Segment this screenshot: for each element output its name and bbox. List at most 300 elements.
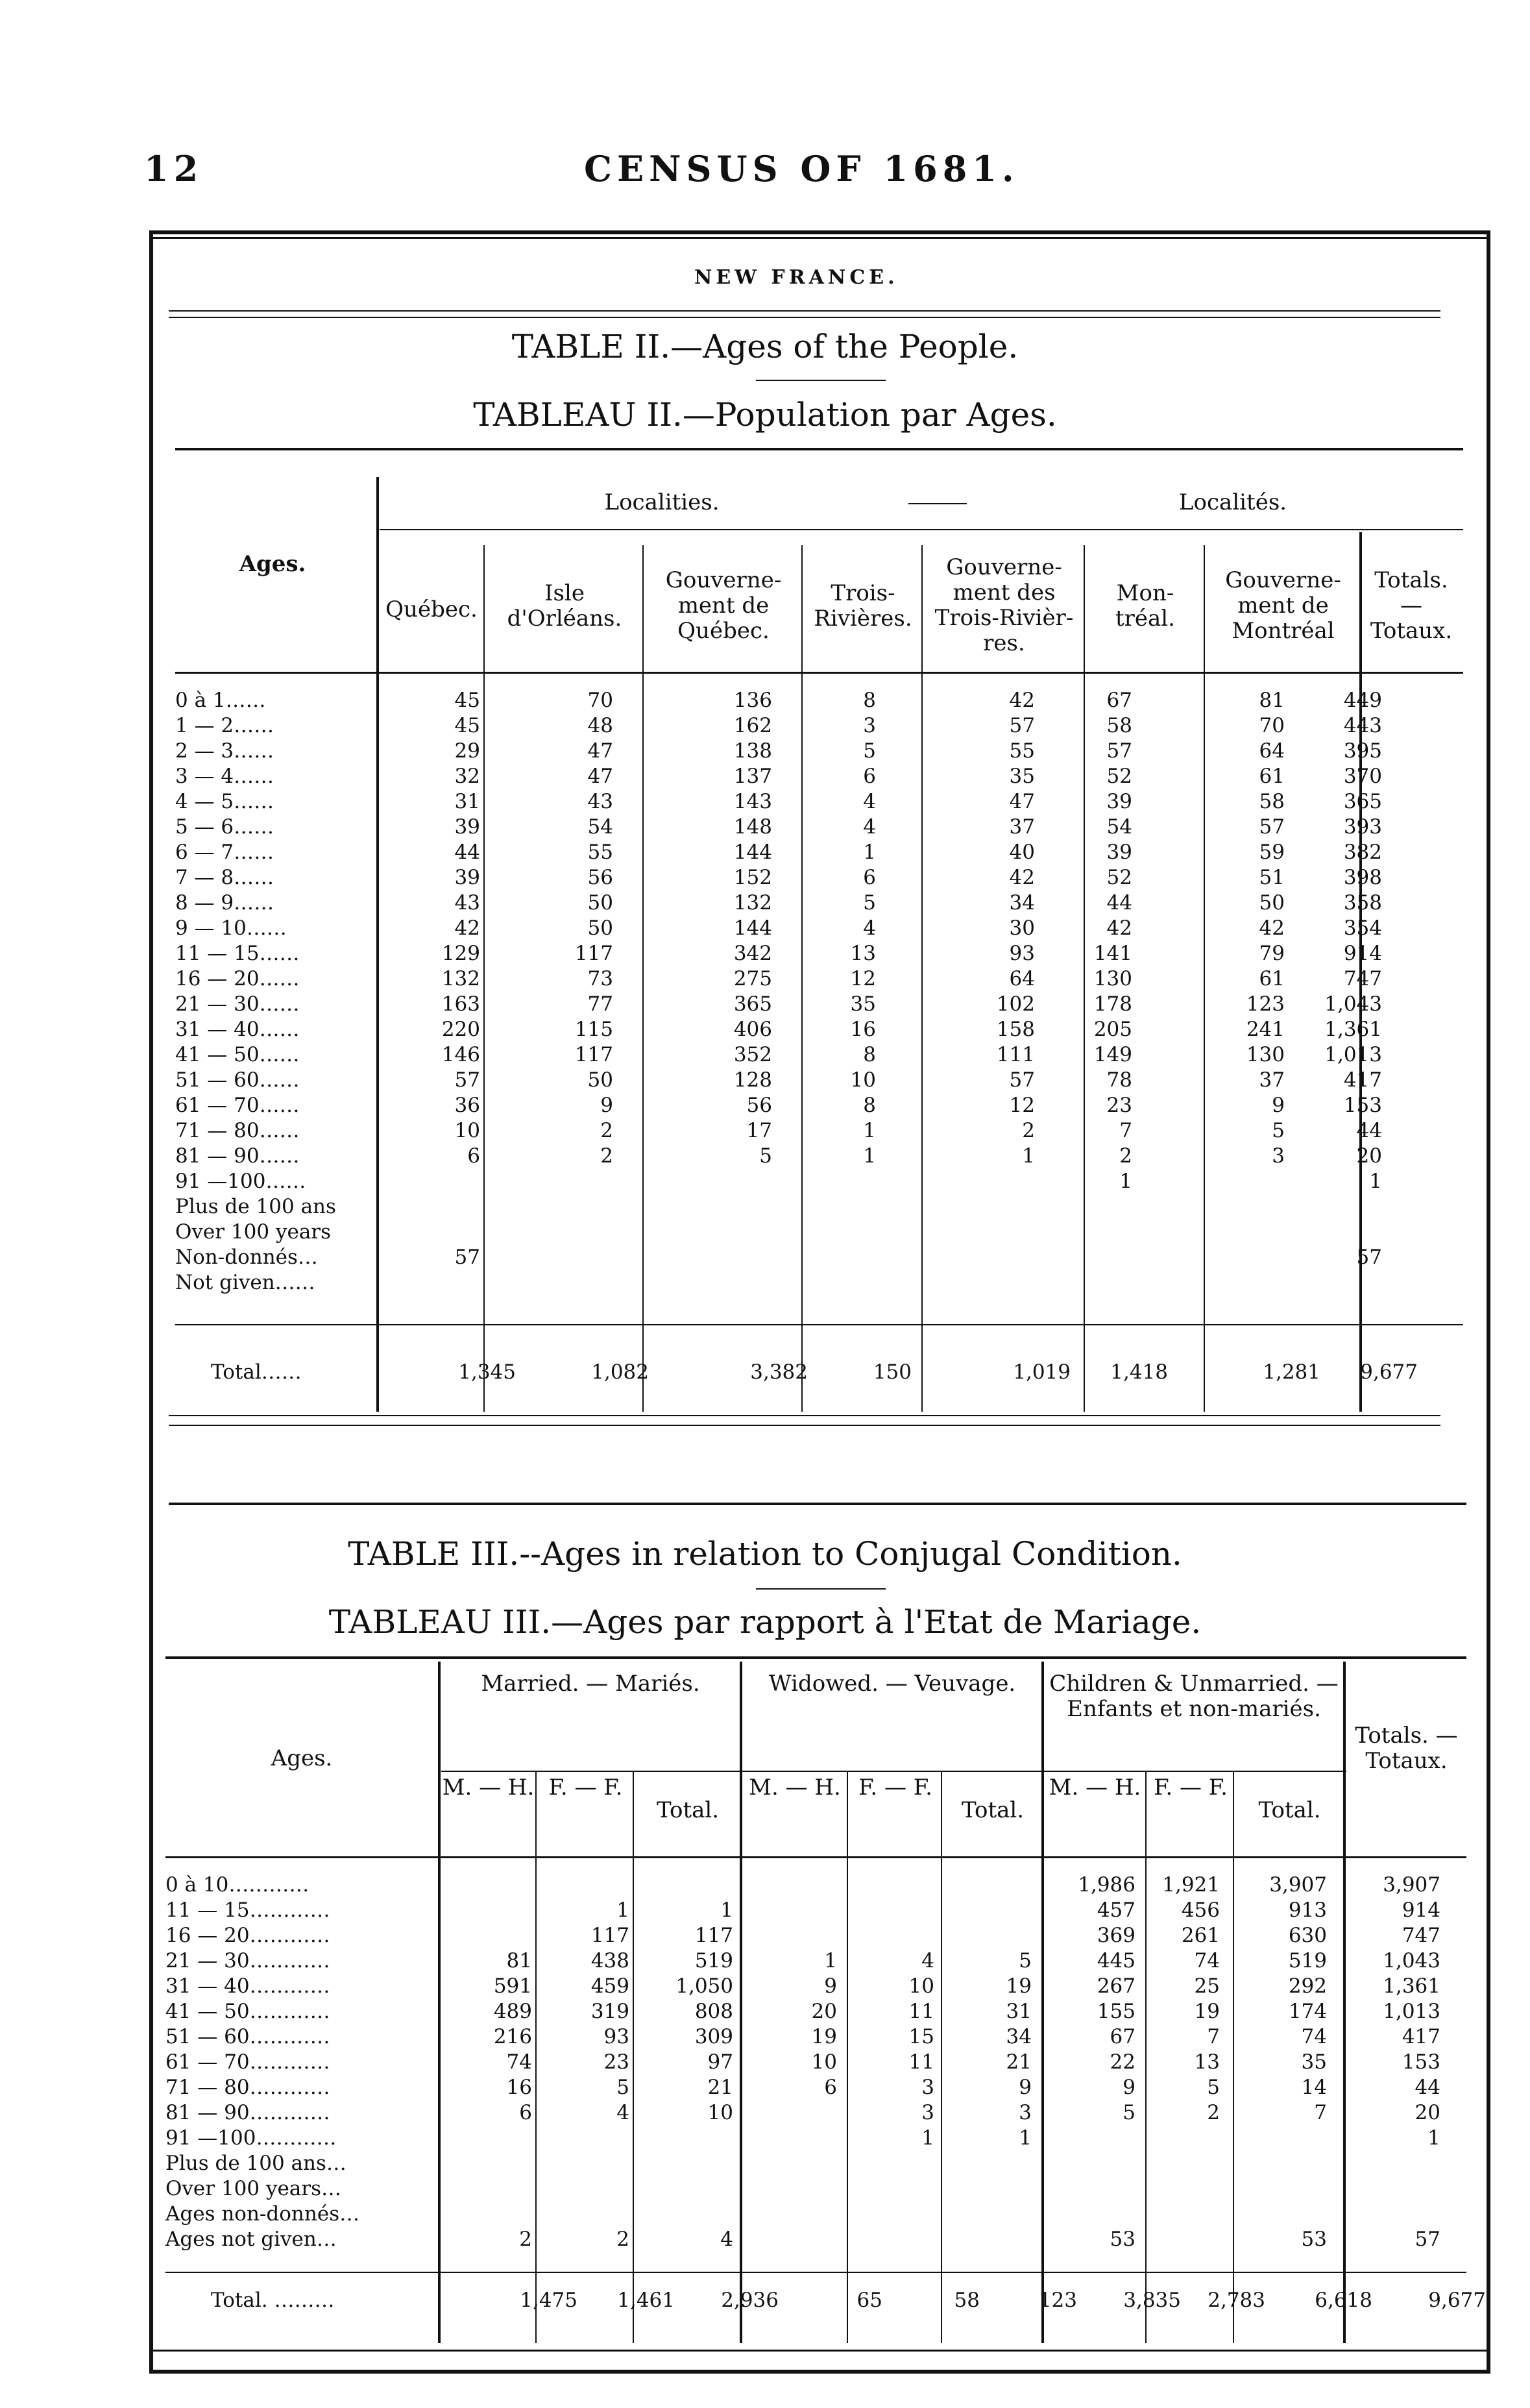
table-cell: 216	[493, 2025, 532, 2048]
table-cell: 4	[616, 2101, 629, 2124]
table-cell: 55	[1009, 739, 1035, 763]
table3-title-fr: TABLEAU III.—Ages par rapport à l'Etat de Mariage.	[328, 1603, 1202, 1641]
table-cell: 57	[1356, 1246, 1382, 1269]
table-cell: 10	[811, 2050, 837, 2074]
table-cell: 58	[1259, 790, 1285, 813]
table-cell: 4	[863, 815, 876, 839]
table-cell: 42	[1259, 916, 1285, 940]
table-cell: 149	[1093, 1043, 1132, 1066]
table-cell	[376, 1220, 480, 1245]
table-cell: 1	[863, 1144, 876, 1168]
table2-total-row	[175, 1360, 1418, 1385]
total-cell: 123	[1038, 2289, 1077, 2312]
table-cell: 42	[1009, 866, 1035, 889]
table-cell: 42	[1106, 916, 1132, 940]
table-cell: 2	[600, 1119, 613, 1142]
table-cell: 11	[908, 2000, 934, 2023]
table-cell: 8	[863, 689, 876, 712]
table-row	[175, 789, 1382, 815]
table-cell: 74	[1301, 2025, 1327, 2048]
section-title: NEW FRANCE.	[694, 266, 899, 289]
table-cell	[438, 2176, 532, 2202]
table-row	[165, 1948, 1440, 1974]
table-cell: 57	[1415, 2228, 1440, 2251]
table-cell: 406	[733, 1018, 772, 1041]
table-cell: 39	[454, 866, 480, 889]
age-label: 5 — 6……	[175, 815, 274, 839]
table-cell: 6	[467, 1144, 480, 1168]
table-cell: 128	[733, 1068, 772, 1092]
married-f: F. — F.	[548, 1775, 623, 1800]
table-row	[165, 1999, 1440, 2024]
table-cell: 23	[603, 2050, 629, 2074]
age-label: 51 — 60…………	[165, 2025, 330, 2048]
table-cell: 1	[1119, 1170, 1132, 1193]
table-cell: 70	[1259, 714, 1285, 737]
table-row	[175, 865, 1382, 891]
table-row	[175, 764, 1382, 789]
table-cell: 22	[1110, 2050, 1135, 2074]
table-cell: 54	[1106, 815, 1132, 839]
table-row	[165, 2126, 1440, 2151]
table-cell: 52	[1106, 765, 1132, 788]
table-cell: 12	[850, 967, 876, 990]
age-label: 0 à 10…………	[165, 1873, 310, 1897]
rule	[380, 529, 1463, 530]
group-married: Married. — Mariés.	[481, 1671, 700, 1697]
table-cell: 5	[1272, 1119, 1285, 1142]
table-cell	[1132, 1220, 1285, 1245]
table-cell: 1,921	[1162, 1873, 1220, 1897]
table-cell: 4	[863, 790, 876, 813]
table-cell	[613, 1270, 772, 1296]
age-label: 7 — 8……	[175, 866, 274, 889]
table-cell: 158	[996, 1018, 1035, 1041]
table-cell: 6	[863, 866, 876, 889]
table-cell: 457	[1097, 1898, 1135, 1922]
table-cell: 56	[587, 866, 613, 889]
table-cell	[837, 2176, 934, 2202]
table-cell: 117	[574, 1043, 613, 1066]
table-cell: 2	[1207, 2101, 1220, 2124]
table-cell: 3	[1272, 1144, 1285, 1168]
table-cell: 57	[1106, 739, 1132, 763]
table-cell: 3,907	[1383, 1873, 1440, 1897]
table-cell	[772, 1220, 876, 1245]
table-cell: 398	[1343, 866, 1382, 889]
table-cell: 143	[733, 790, 772, 813]
table-cell: 914	[1343, 942, 1382, 965]
table-row	[165, 1873, 1440, 1898]
table-cell: 9	[824, 1974, 837, 1998]
table-cell: 117	[590, 1924, 629, 1947]
table-cell: 178	[1093, 992, 1132, 1016]
age-label: 61 — 70…………	[165, 2050, 330, 2074]
table-cell: 39	[454, 815, 480, 839]
running-title: CENSUS OF 1681.	[584, 148, 1019, 190]
table-cell	[733, 1898, 837, 1923]
col-gouv-trois-rivieres: Gouverne- ment des Trois-Rivièr- res.	[934, 554, 1074, 657]
table-cell: 47	[1009, 790, 1035, 813]
table-cell	[532, 1873, 629, 1898]
table-cell: 37	[1259, 1068, 1285, 1092]
table-cell: 130	[1246, 1043, 1285, 1066]
table-cell: 449	[1343, 689, 1382, 712]
table-cell: 52	[1106, 866, 1132, 889]
age-label: Over 100 years	[175, 1220, 332, 1244]
table-row	[175, 1068, 1382, 1093]
age-label: Ages non-donnés…	[165, 2202, 360, 2226]
table-cell: 20	[1356, 1144, 1382, 1168]
table-cell	[438, 2151, 532, 2176]
table-cell: 519	[694, 1949, 733, 1972]
table-row	[175, 1093, 1382, 1118]
table2-body	[175, 688, 1382, 1296]
age-label: 51 — 60……	[175, 1068, 300, 1092]
table-cell	[1032, 2151, 1135, 2176]
age-label: 8 — 9……	[175, 891, 274, 915]
table-cell	[613, 1220, 772, 1245]
age-label: 41 — 50…………	[165, 2000, 330, 2023]
table-cell: 16	[850, 1018, 876, 1041]
table-cell: 67	[1110, 2025, 1135, 2048]
rule	[175, 1324, 1463, 1325]
table-cell: 57	[1259, 815, 1285, 839]
total-cell: 9,677	[1428, 2289, 1486, 2312]
age-label: 91 —100…………	[165, 2126, 337, 2150]
table-cell: 1	[1427, 2126, 1440, 2150]
table-cell	[934, 2202, 1032, 2227]
table-cell	[733, 2126, 837, 2151]
table-cell: 9	[1123, 2076, 1135, 2099]
table-cell: 914	[1402, 1898, 1440, 1922]
table-cell: 3	[1019, 2101, 1032, 2124]
table-cell: 16	[506, 2076, 532, 2099]
table-cell: 1,986	[1078, 1873, 1135, 1897]
table-cell	[772, 1169, 876, 1194]
total-cell: 58	[954, 2289, 980, 2312]
total-cell: 1,082	[591, 1360, 649, 1384]
age-label: 1 — 2……	[175, 714, 274, 737]
table-cell: 1,361	[1324, 1018, 1382, 1041]
table-cell: 78	[1106, 1068, 1132, 1092]
table-cell	[1285, 1270, 1382, 1296]
table-cell	[837, 2202, 934, 2227]
table-cell: 267	[1097, 1974, 1135, 1998]
table-cell	[837, 1898, 934, 1923]
table-cell: 358	[1343, 891, 1382, 915]
table-cell	[1220, 2126, 1327, 2151]
age-label: 2 — 3……	[175, 739, 274, 763]
table-cell: 45	[454, 689, 480, 712]
table2-ages-header: Ages.	[239, 551, 306, 577]
table-cell	[1220, 2202, 1327, 2227]
table-cell: 61	[1259, 765, 1285, 788]
table-cell: 50	[587, 916, 613, 940]
table-cell: 9	[1019, 2076, 1032, 2099]
frame-inner-rule	[149, 237, 1490, 239]
table-cell: 136	[733, 689, 772, 712]
table-cell: 14	[1301, 2076, 1327, 2099]
table-cell: 132	[441, 967, 480, 990]
table-cell: 50	[1259, 891, 1285, 915]
table-cell: 13	[850, 942, 876, 965]
age-label: Plus de 100 ans…	[165, 2152, 346, 2175]
age-label: Plus de 100 ans	[175, 1195, 336, 1218]
table-cell	[837, 2151, 934, 2176]
table-cell: 747	[1343, 967, 1382, 990]
table-cell: 47	[587, 739, 613, 763]
table-cell: 55	[587, 841, 613, 864]
age-label: 31 — 40……	[175, 1018, 300, 1041]
total-cell: 1,281	[1263, 1360, 1320, 1384]
age-label: 21 — 30…………	[165, 1949, 330, 1972]
table-cell: 144	[733, 916, 772, 940]
table-cell	[837, 1873, 934, 1898]
table-cell	[1035, 1220, 1132, 1245]
rule	[908, 503, 967, 504]
table-cell: 111	[996, 1043, 1035, 1066]
group-widowed: Widowed. — Veuvage.	[768, 1671, 1016, 1697]
table-row	[175, 1220, 1382, 1245]
table-cell	[480, 1245, 613, 1270]
table-cell: 74	[1194, 1949, 1220, 1972]
table-cell	[613, 1194, 772, 1220]
table-cell: 35	[1301, 2050, 1327, 2074]
total-cell: 65	[856, 2289, 882, 2312]
table-cell	[376, 1270, 480, 1296]
age-label: 21 — 30……	[175, 992, 300, 1016]
table3-total-row	[165, 2288, 1486, 2313]
table-cell: 1	[863, 841, 876, 864]
table-cell	[1032, 2176, 1135, 2202]
table-cell: 365	[1343, 790, 1382, 813]
table-cell	[438, 1898, 532, 1923]
table-cell	[438, 1873, 532, 1898]
table-cell	[733, 2151, 837, 2176]
table-cell: 4	[720, 2228, 733, 2251]
table-cell	[438, 2126, 532, 2151]
table-cell: 56	[746, 1094, 772, 1117]
age-label: 9 — 10……	[175, 916, 287, 940]
table-cell: 205	[1093, 1018, 1132, 1041]
age-label: 0 à 1……	[175, 689, 266, 712]
table-cell	[532, 2151, 629, 2176]
table-cell: 51	[1259, 866, 1285, 889]
table-row	[165, 2075, 1440, 2100]
table-cell	[1035, 1245, 1132, 1270]
table-cell: 13	[1194, 2050, 1220, 2074]
table-cell: 50	[587, 1068, 613, 1092]
table-cell: 40	[1009, 841, 1035, 864]
table2-localities-fr: Localités.	[1178, 489, 1287, 515]
table-cell: 370	[1343, 765, 1382, 788]
age-label: Not given……	[175, 1271, 315, 1294]
table-cell: 34	[1006, 2025, 1032, 2048]
table-row	[165, 1923, 1440, 1948]
total-cell: 1,475	[520, 2289, 577, 2312]
table-cell: 53	[1110, 2228, 1135, 2251]
table-cell: 174	[1288, 2000, 1327, 2023]
table-cell: 123	[1246, 992, 1285, 1016]
table-cell: 1,013	[1383, 2000, 1440, 2023]
table-cell	[1132, 1194, 1285, 1220]
table-row	[175, 1169, 1382, 1194]
table-row	[175, 1144, 1382, 1169]
table-cell: 81	[506, 1949, 532, 1972]
col-isle-orleans: Isle d'Orléans.	[507, 580, 622, 632]
col-trois-rivieres: Trois- Rivières.	[814, 580, 912, 632]
table-cell: 438	[590, 1949, 629, 1972]
age-label: 91 —100……	[175, 1170, 306, 1193]
children-f: F. — F.	[1154, 1775, 1228, 1800]
table-cell: 8	[863, 1043, 876, 1066]
age-label: 11 — 15……	[175, 942, 300, 965]
widowed-total: Total.	[961, 1797, 1025, 1823]
table-cell: 47	[587, 765, 613, 788]
rule	[169, 310, 1440, 312]
table-cell	[934, 2176, 1032, 2202]
table-cell	[629, 2151, 733, 2176]
table-cell: 39	[1106, 841, 1132, 864]
page-number: 12	[144, 148, 204, 190]
table-cell	[480, 1270, 613, 1296]
table-cell: 3	[921, 2101, 934, 2124]
table-cell: 141	[1093, 942, 1132, 965]
table-cell	[876, 1245, 1035, 1270]
table-cell	[1220, 2176, 1327, 2202]
table-cell: 30	[1009, 916, 1035, 940]
table-cell: 1,043	[1383, 1949, 1440, 1972]
table-cell: 417	[1343, 1068, 1382, 1092]
table-cell	[733, 1873, 837, 1898]
table-cell: 3,907	[1269, 1873, 1327, 1897]
table-cell	[613, 1245, 772, 1270]
table-cell: 57	[454, 1068, 480, 1092]
table-cell	[1035, 1194, 1132, 1220]
total-label: Total……	[211, 1360, 302, 1384]
table-cell: 44	[1415, 2076, 1440, 2099]
table-cell: 163	[441, 992, 480, 1016]
table-row	[165, 2151, 1440, 2176]
table-cell: 5	[863, 891, 876, 915]
table-cell: 31	[1006, 2000, 1032, 2023]
table-cell: 57	[1009, 714, 1035, 737]
table-cell: 4	[863, 916, 876, 940]
table-cell: 1	[1019, 2126, 1032, 2150]
age-label: Ages not given…	[165, 2228, 337, 2251]
table-cell: 79	[1259, 942, 1285, 965]
table-cell: 241	[1246, 1018, 1285, 1041]
table-row	[175, 1118, 1382, 1144]
table-cell: 417	[1402, 2025, 1440, 2048]
table-cell: 5	[1123, 2101, 1135, 2124]
table-cell: 1	[1022, 1144, 1035, 1168]
table-cell	[1135, 2227, 1220, 2252]
age-label: 71 — 80…………	[165, 2076, 330, 2099]
table-cell	[1032, 2126, 1135, 2151]
rule	[169, 1503, 1466, 1505]
table-cell: 44	[454, 841, 480, 864]
table-cell	[1132, 1270, 1285, 1296]
table-row	[165, 2024, 1440, 2050]
table-cell: 1,043	[1324, 992, 1382, 1016]
table-cell: 2	[519, 2228, 532, 2251]
total-label: Total. ………	[211, 2289, 335, 2312]
table-cell: 630	[1288, 1924, 1327, 1947]
table-cell	[1135, 2126, 1220, 2151]
table-cell	[629, 2176, 733, 2202]
table-cell: 64	[1259, 739, 1285, 763]
table-cell	[934, 1873, 1032, 1898]
table-row	[165, 1898, 1440, 1923]
table-cell: 20	[811, 2000, 837, 2023]
table-row	[175, 739, 1382, 764]
table-cell: 7	[1119, 1119, 1132, 1142]
table-cell: 20	[1415, 2101, 1440, 2124]
table-cell	[733, 2202, 837, 2227]
col-gouv-quebec: Gouverne- ment de Québec.	[665, 567, 782, 645]
table-cell	[934, 1898, 1032, 1923]
table-cell	[934, 1923, 1032, 1948]
table-cell: 292	[1288, 1974, 1327, 1998]
table-cell	[733, 1923, 837, 1948]
table-cell: 275	[733, 967, 772, 990]
rule	[169, 1415, 1440, 1416]
total-cell: 6,618	[1315, 2289, 1372, 2312]
table-cell	[480, 1220, 613, 1245]
table-cell	[934, 2151, 1032, 2176]
table-cell: 913	[1288, 1898, 1327, 1922]
rule	[175, 448, 1463, 450]
table-cell	[1327, 2202, 1440, 2227]
table-cell	[1135, 2176, 1220, 2202]
table-cell	[438, 2202, 532, 2227]
table-cell	[1132, 1245, 1285, 1270]
table-cell	[629, 1873, 733, 1898]
table-cell: 32	[454, 765, 480, 788]
table-cell	[1327, 2151, 1440, 2176]
table-cell: 369	[1097, 1924, 1135, 1947]
table-cell	[772, 1194, 876, 1220]
table-cell: 1	[921, 2126, 934, 2150]
table-cell: 70	[587, 689, 613, 712]
rule	[175, 672, 1463, 674]
table-cell: 155	[1097, 2000, 1135, 2023]
table-cell	[376, 1169, 480, 1194]
table-cell	[772, 1270, 876, 1296]
table3-ages-header: Ages.	[271, 1745, 333, 1771]
table-cell: 43	[454, 891, 480, 915]
table-cell: 21	[1006, 2050, 1032, 2074]
age-label: 81 — 90…………	[165, 2101, 330, 2124]
table-cell: 10	[850, 1068, 876, 1092]
table-cell: 64	[1009, 967, 1035, 990]
widowed-m: M. — H.	[749, 1775, 841, 1800]
table-cell: 365	[733, 992, 772, 1016]
rule	[169, 1425, 1440, 1426]
table-cell: 50	[587, 891, 613, 915]
age-label: Over 100 years…	[165, 2177, 342, 2200]
col-totals: Totals. — Totaux.	[1370, 567, 1453, 645]
table-row	[175, 1194, 1382, 1220]
table-cell: 10	[908, 1974, 934, 1998]
table-cell	[629, 2126, 733, 2151]
table-cell: 19	[811, 2025, 837, 2048]
table-cell: 2	[1119, 1144, 1132, 1168]
table-row	[175, 713, 1382, 739]
group-children: Children & Unmarried. — Enfants et non-mariés.	[1049, 1671, 1339, 1723]
